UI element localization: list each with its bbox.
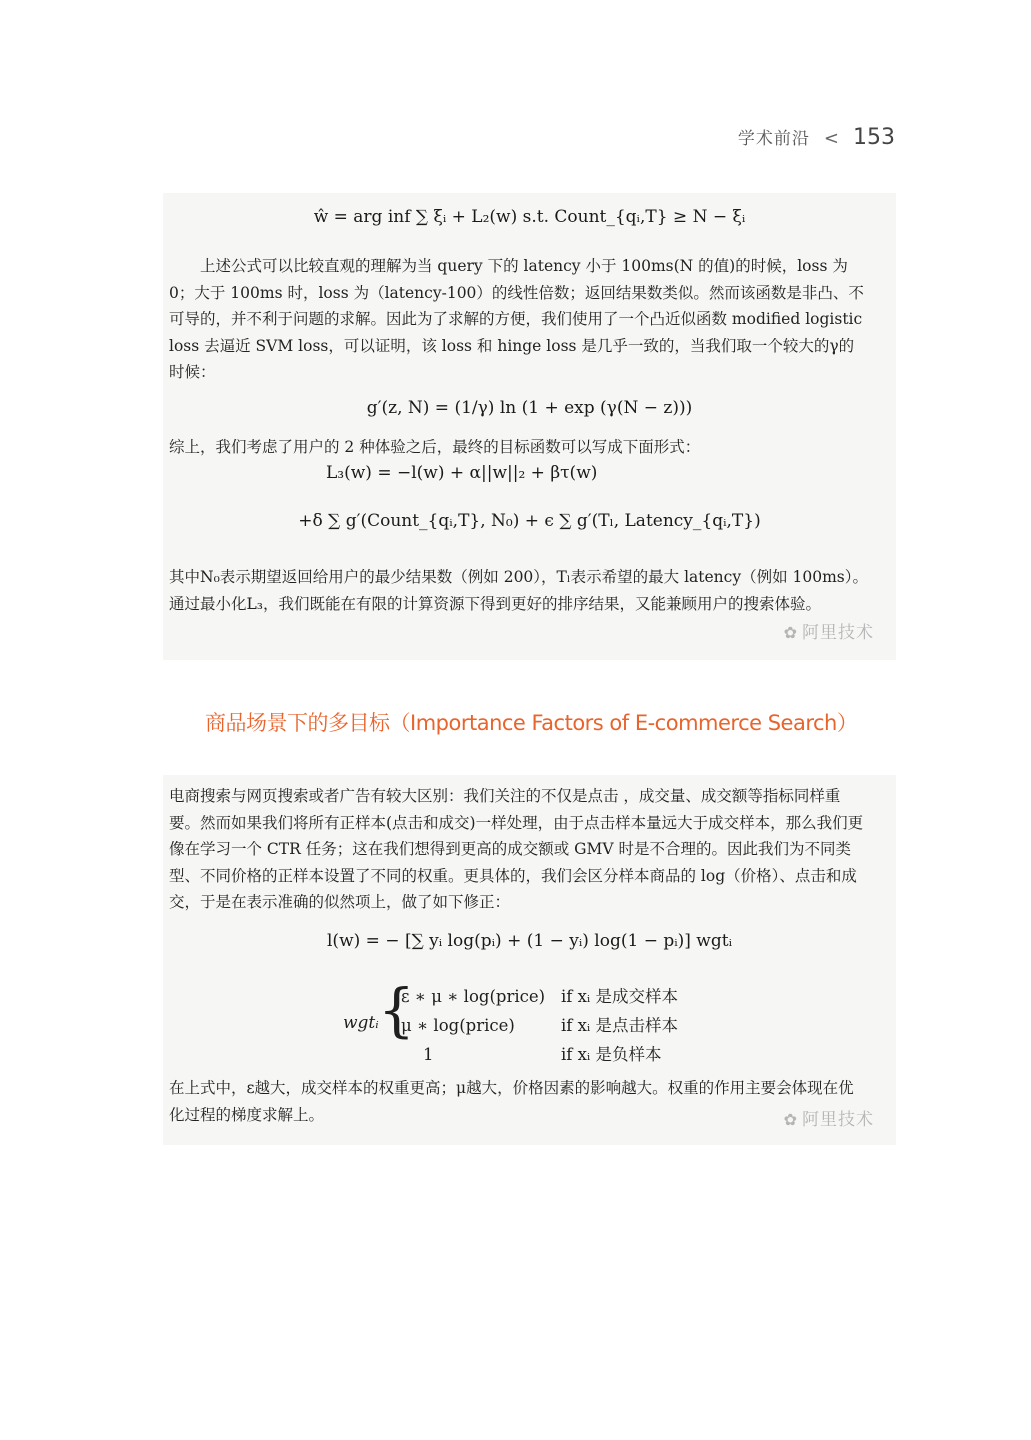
paragraph-n0-definition: 其中N₀表示期望返回给用户的最少结果数（例如 200），Tₗ表示希望的最大 latency（例如 100ms）。通过最小化L₃，我们既能在有限的计算资源下得到更好的排序结果，又能兼顾用户的搜索体验。 — [169, 568, 869, 613]
paragraph-summary: 综上，我们考虑了用户的 2 种体验之后，最终的目标函数可以写成下面形式： — [169, 438, 701, 456]
watermark: ✿ 阿里技术 — [783, 1110, 874, 1130]
equation-likelihood: l(w) = − [∑ yᵢ log(pᵢ) + (1 − yᵢ) log(1 − pᵢ)] wgtᵢ — [327, 931, 732, 951]
wechat-icon: ✿ — [783, 1110, 798, 1129]
paragraph-loss-explanation: 上述公式可以比较直观的理解为当 query 下的 latency 小于 100ms(N 的值)的时候，loss 为 0；大于 100ms 时，loss 为（latency-100）的线性倍数；返回结果数类似。然而该函数是非凸、不可导的，并不利于问题的求解。因此为了求解的方便，我们使用了一个凸近似函数 modified logistic loss 去逼近 SVM loss，可以证明，该 loss 和 hinge loss 是几乎一致的，当我们取一个较大的γ的时候： — [169, 257, 864, 381]
wechat-icon: ✿ — [783, 623, 798, 642]
formula-block-1 — [163, 193, 896, 660]
case-row: μ ∗ log(price) if xᵢ 是点击样本 — [401, 1016, 678, 1035]
weight-label: wgtᵢ — [343, 1013, 379, 1033]
equation-g-prime: g′(z, N) = (1/γ) ln (1 + exp (γ(N − z))) — [366, 398, 693, 418]
equation-l3-continued: +δ ∑ g′(Count_{qᵢ,T}, N₀) + ϵ ∑ g′(Tₗ, Latency_{qᵢ,T}) — [298, 511, 761, 531]
page-header — [738, 124, 895, 150]
watermark: ✿ 阿里技术 — [783, 623, 874, 643]
cases-list — [401, 983, 678, 1070]
formula-block-2 — [163, 775, 896, 1145]
page-number: 153 — [853, 125, 895, 150]
header-separator: < — [823, 128, 839, 149]
equation-w-hat: ŵ = arg inf ∑ ξᵢ + L₂(w) s.t. Count_{qᵢ,T} ≥ N − ξᵢ — [313, 207, 746, 227]
section-title: 商品场景下的多目标（Importance Factors of E-commerce Search） — [205, 711, 858, 735]
paragraph-weights: 在上式中，ε越大，成交样本的权重更高；μ越大，价格因素的影响越大。权重的作用主要会体现在优化过程的梯度求解上。 — [169, 1079, 854, 1124]
brace-icon: { — [378, 976, 415, 1044]
case-row: 1 if xᵢ 是负样本 — [423, 1045, 662, 1064]
case-row: ε ∗ μ ∗ log(price) if xᵢ 是成交样本 — [401, 987, 678, 1006]
paragraph-ecommerce: 电商搜索与网页搜索或者广告有较大区别：我们关注的不仅是点击 ，成交量、成交额等指标同样重要。然而如果我们将所有正样本(点击和成交)一样处理，由于点击样本量远大于成交样本，那么我们更像在学习一个 CTR 任务；这在我们想得到更高的成交额或 GMV 时是不合理的。因此我们为不同类型、不同价格的正样本设置了不同的权重。更具体的，我们会区分样本商品的 log（价格）、点击和成交，于是在表示准确的似然项上，做了如下修正： — [169, 787, 864, 911]
equation-l3: L₃(w) = −l(w) + α||w||₂ + βτ(w) — [326, 463, 598, 483]
section-name: 学术前沿 — [737, 129, 810, 149]
